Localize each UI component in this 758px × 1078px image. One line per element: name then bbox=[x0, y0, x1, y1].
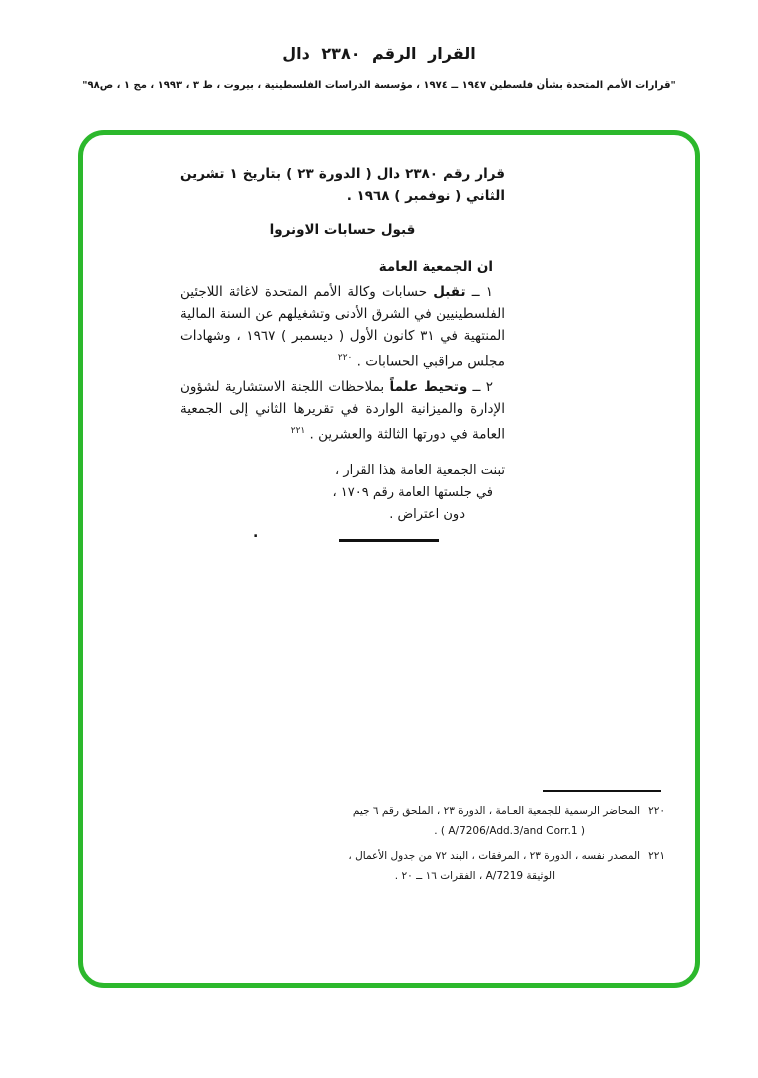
footnote-ref-221: ٢٢١ bbox=[290, 425, 306, 436]
paragraph-1-text: حسابات وكالة الأمم المتحدة لاغاثة اللاجئين الفلسطينيين في الشرق الأدنى وتشغيلهم عن السنة المالية المنتهية في ٣١ كانون الأول ( ديسمبر ) ١٩٦٧ ، وشهادات مجلس مراقبي الحسابات . bbox=[180, 284, 506, 370]
resolution-paragraph-2 bbox=[180, 376, 505, 446]
footnote-separator bbox=[543, 790, 661, 792]
footnote-220-number: ٢٢٠ bbox=[648, 805, 665, 817]
paragraph-2-text: بملاحظات اللجنة الاستشارية لشؤون الإدارة والميزانية الواردة في تقريرها الثاني إلى الجمعية العامة في دورتها الثالثة والعشرين . bbox=[180, 378, 505, 442]
resolution-subtitle: قبول حسابات الاونروا bbox=[269, 222, 416, 238]
adoption-line-1: تبنت الجمعية العامة هذا القرار ، bbox=[335, 463, 505, 478]
source-citation: "قرارات الأمم المتحدة بشأن فلسطين ١٩٤٧ ــ ١٩٧٤ ، مؤسسة الدراسات الفلسطينية ، بيروت ، ط ٣ ، ١٩٩٣ ، مج ١ ، ص٩٨" bbox=[82, 80, 676, 91]
footnote-221-ref-line: الوثيقة A/7219 ، الفقرات ١٦ ــ ٢٠ . bbox=[394, 870, 555, 882]
footnote-221-number: ٢٢١ bbox=[648, 850, 665, 862]
resolution-heading: قرار رقم ٢٣٨٠ دال ( الدورة ٢٣ ) بتاريخ ١ تشرين الثاني ( نوفمبر ) ١٩٦٨ . bbox=[180, 166, 505, 204]
adoption-rule bbox=[339, 539, 439, 542]
footnote-221-text: المصدر نفسه ، الدورة ٢٣ ، المرفقات ، البند ٧٢ من جدول الأعمال ، bbox=[348, 850, 641, 862]
resolution-body bbox=[180, 163, 505, 542]
assembly-opening: ان الجمعية العامة bbox=[378, 259, 493, 275]
paragraph-2-keyword: وتحيط علماً bbox=[389, 378, 468, 395]
paragraph-2-number: ٢ ــ bbox=[467, 378, 493, 395]
paragraph-1-keyword: تقبل bbox=[433, 284, 466, 300]
adoption-note bbox=[180, 460, 505, 542]
footnote-220-text: المحاضر الرسمية للجمعية العـامة ، الدورة ٢٣ ، الملحق رقم ٦ جيم bbox=[352, 805, 641, 817]
footnote-220 bbox=[315, 801, 665, 841]
footnote-220-line bbox=[315, 801, 665, 821]
footnote-221 bbox=[315, 846, 665, 886]
adoption-line-3: دون اعتراض . bbox=[389, 507, 465, 522]
page-title: القرار الرقم ٢٣٨٠ دال bbox=[282, 44, 476, 63]
stray-dot: . bbox=[253, 525, 259, 541]
footnotes-section bbox=[315, 790, 665, 891]
resolution-frame bbox=[78, 130, 700, 988]
footnote-ref-220: ٢٢٠ bbox=[337, 353, 353, 363]
footnote-221-line bbox=[315, 846, 665, 866]
paragraph-1-number: ١ ــ bbox=[465, 284, 494, 300]
adoption-line-2: في جلستها العامة رقم ١٧٠٩ ، bbox=[332, 485, 493, 500]
resolution-paragraph-1 bbox=[180, 281, 505, 373]
footnote-220-ref-line: ( A/7206/Add.3/and Corr.1 ) . bbox=[434, 825, 585, 837]
